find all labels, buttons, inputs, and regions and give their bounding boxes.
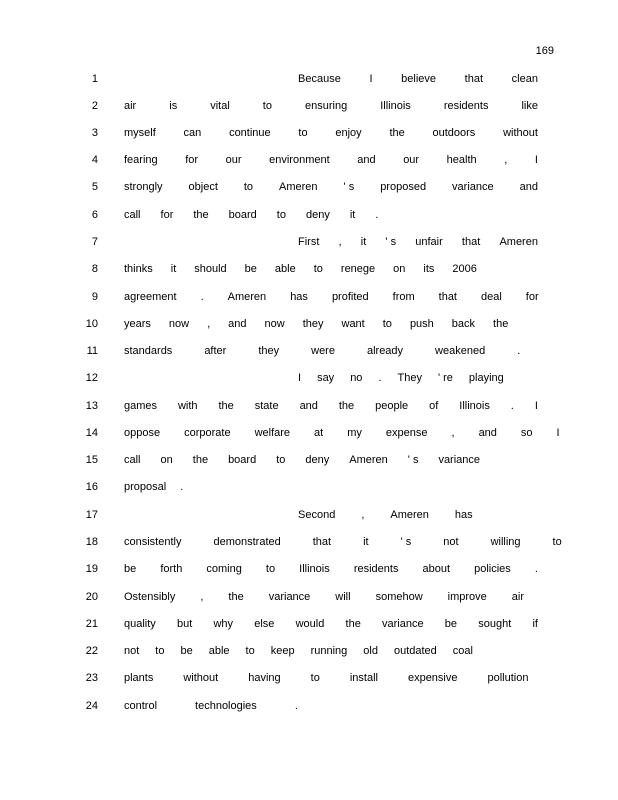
line-text	[124, 398, 538, 414]
line-text	[298, 370, 538, 386]
word: fearing	[124, 154, 158, 166]
word: to	[310, 672, 320, 684]
word: it	[170, 263, 177, 275]
line-text	[298, 234, 538, 250]
document-line	[0, 698, 618, 714]
line-text	[124, 561, 538, 577]
word: coming	[206, 563, 242, 575]
line-text	[124, 698, 538, 714]
word: for	[160, 209, 174, 221]
word: health	[446, 154, 477, 166]
word: back	[451, 318, 476, 330]
word: without	[503, 127, 538, 139]
word: thinks	[124, 263, 153, 275]
word: to	[313, 263, 323, 275]
word: ' s	[400, 536, 412, 548]
document-line	[0, 507, 618, 523]
word: improve	[447, 591, 487, 603]
word: Ameren	[390, 509, 429, 521]
line-text	[124, 589, 538, 605]
word: Ameren	[499, 236, 538, 248]
word: .	[375, 209, 379, 221]
word: be	[124, 563, 137, 575]
word: ' re	[437, 372, 453, 384]
word: oppose	[124, 427, 161, 439]
line-number: 5	[91, 181, 98, 193]
word: should	[194, 263, 227, 275]
document-line	[0, 234, 618, 250]
line-text	[124, 479, 538, 495]
word: standards	[124, 345, 173, 357]
word: strongly	[124, 181, 163, 193]
line-text	[124, 343, 538, 359]
line-text	[124, 125, 538, 141]
document-line	[0, 71, 618, 87]
word: .	[517, 345, 521, 357]
document-line	[0, 289, 618, 305]
word: object	[188, 181, 218, 193]
document-line	[0, 316, 618, 332]
word: call	[124, 209, 141, 221]
word: that	[464, 73, 484, 85]
document-line	[0, 398, 618, 414]
word: to	[298, 127, 308, 139]
word: ,	[451, 427, 455, 439]
word: technologies	[195, 700, 257, 712]
word: people	[375, 400, 409, 412]
line-number: 14	[85, 427, 98, 439]
line-number: 13	[85, 400, 98, 412]
word: residents	[353, 563, 399, 575]
word: it	[349, 209, 356, 221]
word: plants	[124, 672, 154, 684]
word: air	[124, 100, 137, 112]
word: of	[429, 400, 439, 412]
line-text	[124, 316, 538, 332]
word: the	[228, 591, 244, 603]
document-line	[0, 479, 618, 495]
word: residents	[443, 100, 489, 112]
word: years	[124, 318, 151, 330]
word: having	[248, 672, 281, 684]
word: variance	[382, 618, 424, 630]
word: ' s	[343, 181, 355, 193]
word: forth	[160, 563, 183, 575]
word: to	[245, 645, 255, 657]
document-line	[0, 452, 618, 468]
word: the	[389, 127, 405, 139]
word: it	[363, 536, 369, 548]
word: unfair	[415, 236, 443, 248]
word: were	[311, 345, 335, 357]
word: First	[298, 236, 320, 248]
line-text	[124, 98, 538, 114]
line-number: 18	[85, 536, 98, 548]
word: profited	[331, 291, 369, 303]
word: that	[312, 536, 332, 548]
word: on	[160, 454, 173, 466]
word: expense	[385, 427, 428, 439]
word: ,	[338, 236, 342, 248]
line-number: 6	[91, 209, 98, 221]
word: outdoors	[432, 127, 476, 139]
word: to	[276, 209, 286, 221]
word: they	[302, 318, 324, 330]
word: and	[299, 400, 318, 412]
word: so	[520, 427, 533, 439]
word: not	[124, 645, 140, 657]
word: Ostensibly	[124, 591, 176, 603]
word: variance	[268, 591, 311, 603]
word: proposed	[380, 181, 427, 193]
word: with	[177, 400, 198, 412]
word: the	[193, 209, 209, 221]
word: renege	[340, 263, 376, 275]
document-line	[0, 179, 618, 195]
word: .	[180, 481, 184, 493]
line-text	[298, 71, 538, 87]
word: will	[335, 591, 351, 603]
word: ' s	[385, 236, 397, 248]
word: weakened	[435, 345, 486, 357]
line-text	[298, 507, 538, 523]
word: to	[382, 318, 392, 330]
line-number: 12	[85, 372, 98, 384]
word: ,	[361, 509, 365, 521]
word: no	[350, 372, 363, 384]
word: myself	[124, 127, 156, 139]
word: like	[521, 100, 538, 112]
word: I	[556, 427, 560, 439]
word: to	[265, 563, 276, 575]
document-line	[0, 261, 618, 277]
word: believe	[401, 73, 437, 85]
word: and	[519, 181, 538, 193]
word: from	[392, 291, 415, 303]
line-number: 23	[85, 672, 98, 684]
word: after	[204, 345, 227, 357]
word: and	[357, 154, 376, 166]
document-line	[0, 370, 618, 386]
word: the	[218, 400, 234, 412]
line-number: 24	[85, 700, 98, 712]
word: now	[264, 318, 285, 330]
word: I	[298, 372, 302, 384]
document-line	[0, 670, 618, 686]
word: my	[347, 427, 362, 439]
document-line	[0, 534, 618, 550]
word: control	[124, 700, 158, 712]
word: they	[258, 345, 280, 357]
word: .	[534, 563, 538, 575]
word: Ameren	[227, 291, 267, 303]
word: board	[228, 209, 257, 221]
word: else	[254, 618, 275, 630]
word: expensive	[407, 672, 458, 684]
line-number: 20	[85, 591, 98, 603]
word: environment	[269, 154, 330, 166]
line-number: 19	[85, 563, 98, 575]
word: deny	[305, 209, 330, 221]
word: is	[169, 100, 178, 112]
word: willing	[490, 536, 521, 548]
line-number: 15	[85, 454, 98, 466]
document-line	[0, 125, 618, 141]
word: to	[552, 536, 562, 548]
page-number: 169	[535, 45, 554, 57]
word: at	[314, 427, 324, 439]
word: .	[510, 400, 514, 412]
word: proposal	[124, 481, 167, 493]
word: variance	[438, 454, 481, 466]
word: Illinois	[459, 400, 490, 412]
line-text	[124, 179, 538, 195]
word: now	[168, 318, 190, 330]
word: that	[438, 291, 457, 303]
word: the	[192, 454, 209, 466]
line-text	[124, 643, 538, 659]
word: to	[276, 454, 286, 466]
word: deal	[481, 291, 502, 303]
word: vital	[210, 100, 230, 112]
line-text	[124, 261, 538, 277]
word: and	[478, 427, 497, 439]
document-line	[0, 561, 618, 577]
word: I	[369, 73, 373, 85]
line-number: 4	[91, 154, 98, 166]
word: ensuring	[305, 100, 348, 112]
line-text	[124, 616, 538, 632]
word: agreement	[124, 291, 177, 303]
word: ' s	[407, 454, 419, 466]
word: ,	[504, 154, 508, 166]
line-number: 11	[86, 345, 98, 357]
word: playing	[468, 372, 504, 384]
word: continue	[229, 127, 271, 139]
line-text	[124, 452, 538, 468]
word: running	[310, 645, 348, 657]
document-line	[0, 425, 618, 441]
word: clean	[511, 73, 538, 85]
word: the	[345, 618, 361, 630]
word: They	[397, 372, 422, 384]
line-text	[124, 207, 538, 223]
word: be	[444, 618, 458, 630]
line-number: 22	[85, 645, 98, 657]
word: already	[366, 345, 404, 357]
word: it	[360, 236, 367, 248]
line-number: 21	[85, 618, 98, 630]
word: if	[532, 618, 538, 630]
word: pollution	[487, 672, 529, 684]
word: able	[274, 263, 296, 275]
line-number: 16	[85, 481, 98, 493]
line-number: 8	[91, 263, 98, 275]
word: .	[378, 372, 382, 384]
word: not	[443, 536, 459, 548]
word: demonstrated	[213, 536, 281, 548]
word: push	[409, 318, 434, 330]
word: to	[243, 181, 254, 193]
line-text	[124, 534, 562, 550]
document-line	[0, 589, 618, 605]
word: 2006	[452, 263, 477, 275]
word: welfare	[254, 427, 291, 439]
word: quality	[124, 618, 156, 630]
word: deny	[305, 454, 330, 466]
word: I	[534, 400, 538, 412]
word: Illinois	[299, 563, 330, 575]
word: consistently	[124, 536, 182, 548]
word: outdated	[393, 645, 437, 657]
word: for	[185, 154, 199, 166]
word: for	[525, 291, 539, 303]
word: has	[290, 291, 308, 303]
word: enjoy	[335, 127, 362, 139]
document-line	[0, 152, 618, 168]
word: to	[262, 100, 272, 112]
line-number: 17	[85, 509, 98, 521]
word: air	[511, 591, 525, 603]
document-line	[0, 207, 618, 223]
word: install	[349, 672, 378, 684]
word: state	[254, 400, 279, 412]
line-text	[124, 152, 538, 168]
document-line	[0, 643, 618, 659]
word: able	[208, 645, 230, 657]
word: be	[180, 645, 193, 657]
word: the	[493, 318, 509, 330]
word: that	[461, 236, 481, 248]
word: to	[155, 645, 165, 657]
word: can	[183, 127, 202, 139]
line-number: 1	[91, 73, 98, 85]
word: ,	[200, 591, 204, 603]
word: call	[124, 454, 141, 466]
word: about	[422, 563, 451, 575]
line-text	[124, 289, 538, 305]
word: Second	[298, 509, 336, 521]
word: its	[423, 263, 435, 275]
line-number: 3	[91, 127, 98, 139]
word: and	[228, 318, 247, 330]
word: variance	[452, 181, 494, 193]
word: policies	[474, 563, 511, 575]
word: without	[183, 672, 219, 684]
word: coal	[452, 645, 473, 657]
word: Illinois	[380, 100, 411, 112]
word: why	[213, 618, 234, 630]
document-line	[0, 616, 618, 632]
word: Ameren	[349, 454, 388, 466]
word: keep	[270, 645, 295, 657]
line-number: 9	[91, 291, 98, 303]
line-text	[124, 425, 560, 441]
document-line	[0, 98, 618, 114]
word: would	[295, 618, 325, 630]
document-line	[0, 343, 618, 359]
word: our	[403, 154, 420, 166]
word: old	[363, 645, 378, 657]
word: games	[124, 400, 158, 412]
line-number: 7	[91, 236, 98, 248]
word: .	[200, 291, 204, 303]
word: Because	[298, 73, 341, 85]
word: has	[454, 509, 473, 521]
line-number: 2	[91, 100, 98, 112]
line-text	[124, 670, 538, 686]
word: sought	[478, 618, 512, 630]
word: .	[294, 700, 298, 712]
word: somehow	[375, 591, 423, 603]
word: say	[317, 372, 335, 384]
word: board	[228, 454, 257, 466]
word: Ameren	[279, 181, 318, 193]
word: the	[338, 400, 355, 412]
line-number: 10	[85, 318, 98, 330]
word: our	[225, 154, 242, 166]
word: ,	[207, 318, 211, 330]
word: on	[393, 263, 406, 275]
word: corporate	[184, 427, 231, 439]
word: want	[341, 318, 365, 330]
word: I	[534, 154, 538, 166]
word: be	[244, 263, 257, 275]
word: but	[176, 618, 193, 630]
